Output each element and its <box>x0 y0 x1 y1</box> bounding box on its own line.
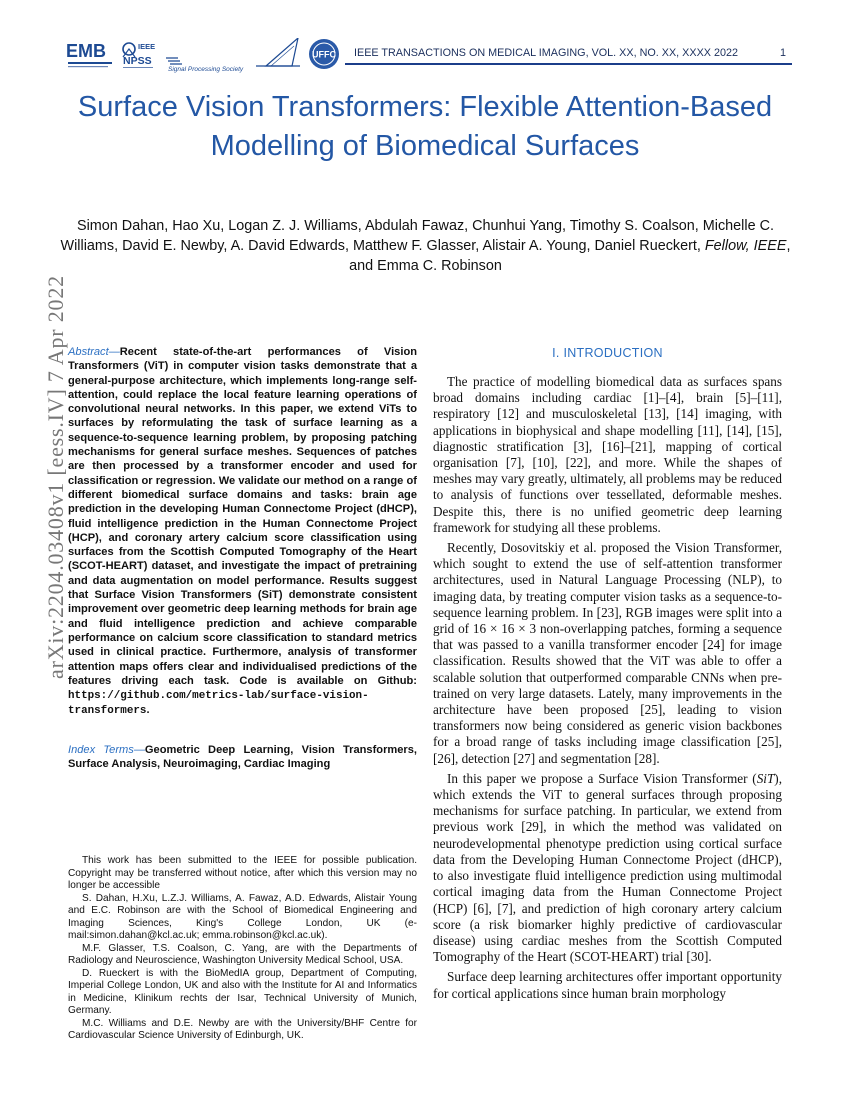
header-divider <box>345 63 792 65</box>
footnote: S. Dahan, H.Xu, L.Z.J. Williams, A. Fawaz, A.D. Edwards, Alistair Young and E.C. Robinson are with the School of Biomedical Engineering and Imaging Sciences, King's College London, UK (e-mail:simon.dahan@kcl.ac.uk; emma.robinson@kcl.ac.uk). <box>68 892 417 941</box>
footnote: This work has been submitted to the IEEE for possible publication. Copyright may be transferred without notice, after which this version may no longer be accessible <box>68 855 417 891</box>
svg-text:Signal Processing Society: Signal Processing Society <box>168 66 244 73</box>
signal-processing-society-logo <box>166 58 244 73</box>
index-terms-label: Index Terms <box>68 744 134 756</box>
abstract-text: Recent state-of-the-art performances of Vision Transformers (ViT) in computer vision tasks demonstrate that a general-purpose architecture, which implements long-range self-attention, could replace the local feature learning operations of convolutional neural networks. In this paper, we extend ViTs to surfaces by reformulating the task of surface learning as a sequence-to-sequence learning problem, by proposing patching mechanisms for general surface meshes. Sequences of patches are then processed by a transformer encoder and used for classification or regression. We validate our method on a range of different biomedical surface domains and tasks: brain age prediction in the developing Human Connectome Project (dHCP), fluid intelligence prediction in the Human Connectome Project (HCP), and coronary artery calcium score classification using surfaces from the Scottish Computed Tomography of the Heart (SCOT-HEART) dataset, and investigate the impact of pretraining and data augmentation on model performance. Results suggest that Surface Vision Transformers (SiT) demonstrate consistent improvement over geometric deep learning methods for brain age and fluid intelligence prediction and achieve comparable performance on calcium score classification to standard metrics used in clinical practice. Furthermore, analysis of transformer attention maps offers clear and individualised predictions of the features driving each task. Code is available on Github: <box>68 346 417 687</box>
sailboat-emblem <box>256 38 300 66</box>
arxiv-watermark <box>18 275 68 679</box>
svg-text:NPSS: NPSS <box>123 55 152 67</box>
publisher-logos <box>66 38 340 74</box>
paper-title: Surface Vision Transformers: Flexible Attention-Based Modelling of Biomedical Surfaces <box>77 91 773 162</box>
fellow-ieee: Fellow, IEEE <box>704 238 787 254</box>
index-terms: Index Terms—Geometric Deep Learning, Vision Transformers, Surface Analysis, Neuroimaging, Cardiac Imaging <box>68 744 417 771</box>
abstract-label: Abstract <box>68 346 109 358</box>
svg-text:UFFC: UFFC <box>312 49 336 60</box>
authors-last: , and Emma C. Robinson <box>349 238 791 274</box>
sit-term: SiT <box>756 770 775 786</box>
ieee-npss-logo <box>123 42 155 68</box>
uffc-logo <box>309 39 339 69</box>
author-list <box>58 216 793 276</box>
svg-text:IEEE: IEEE <box>138 42 156 51</box>
footnote: M.F. Glasser, T.S. Coalson, C. Yang, are with the Departments of Radiology and Neuroscience, Washington University Medical School, USA. <box>68 942 417 966</box>
footnote: M.C. Williams and D.E. Newby are with the University/BHF Centre for Cardiovascular Science University of Edinburgh, UK. <box>68 1017 417 1041</box>
svg-text:EMB: EMB <box>66 41 106 61</box>
paragraph: The practice of modelling biomedical data as surfaces spans broad domains including cardiac [1]–[4], brain [5]–[11], respiratory [12] and musculoskeletal [13], [14] imaging, with applications in biophysical and shape modelling [11], [14], [15], diagnostic stratification [3], [16]–[21], mapping of cortical organisation [7], [10], [22], and more. While the shapes of meshes may vary greatly, ultimately, all problems may be reduced to analysis of functions over tessellated, deformable meshes. Despite this, there is no unified geometric deep learning framework for studying all these problems. <box>433 374 782 535</box>
authors-main: Simon Dahan, Hao Xu, Logan Z. J. Williams, Abdulah Fawaz, Chunhui Yang, Timothy S. Coalson, Michelle C. Williams, David E. Newby, A. David Edwards, Matthew F. Glasser, Alistair A. Young, Daniel Rueckert, <box>60 218 774 254</box>
paragraph: Recently, Dosovitskiy et al. proposed the Vision Transformer, which sought to extend the use of self-attention transformer architectures, used in Natural Language Processing (NLP), to imaging data, by treating computer vision tasks as a sequence-to-sequence learning problem. In [23], RGB images were split into a grid of 16 × 16 × 3 non-overlapping patches, forming a sequence that was passed to a vanilla transformer encoder [24] for image classification. Results showed that the ViT was able to offer a scalable solution that outperformed comparable CNNs when pre-trained on very large datasets. Lately, many improvements in the architecture have been proposed [25], leading to vision transformers now being considered as generic vision backbones for a broad range of tasks including image classification [25], [26], detection [27] and segmentation [28]. <box>433 540 782 766</box>
page-number: 1 <box>780 47 787 59</box>
footnotes <box>68 855 417 1043</box>
index-terms-text: Geometric Deep Learning, Vision Transformers, Surface Analysis, Neuroimaging, Cardiac Imaging <box>68 744 417 771</box>
abstract: Abstract—Recent state-of-the-art performances of Vision Transformers (ViT) in computer vision tasks demonstrate that a general-purpose architecture, which implements long-range self-attention, could replace the local feature learning operations of convolutional neural networks. In this paper, we extend ViTs to surfaces by reformulating the task of surface learning as a sequence-to-sequence learning problem, by proposing patching mechanisms for general surface meshes. Sequences of patches are then processed by a transformer encoder and used for classification or regression. We validate our method on a range of different biomedical surface domains and tasks: brain age prediction in the developing Human Connectome Project (dHCP), fluid intelligence prediction in the Human Connectome Project (HCP), and coronary artery calcium score classification using surfaces from the Scottish Computed Tomography of the Heart (SCOT-HEART) dataset, and investigate the impact of pretraining and data augmentation on model performance. Results suggest that Surface Vision Transformers (SiT) demonstrate consistent improvement over geometric deep learning methods for brain age and fluid intelligence prediction and achieve comparable performance on calcium score classification to standard metrics used in clinical practice. Furthermore, analysis of transformer attention maps offers clear and individualised predictions of the features driving each task. Code is available on Github: https://github.com/metrics-lab/surface-vision-transformers. <box>68 346 417 718</box>
github-link[interactable]: https://github.com/metrics-lab/surface-vision-transformers <box>68 690 369 718</box>
journal-header: IEEE TRANSACTIONS ON MEDICAL IMAGING, VOL. XX, NO. XX, XXXX 2022 <box>354 47 738 59</box>
section-heading: I. INTRODUCTION <box>552 346 663 360</box>
paragraph: In this paper we propose a Surface Vision Transformer (SiT), which extends the ViT to general surfaces through proposing mechanisms for surface patching. In particular, we extend from previous work [29], in which the method was validated on neurodevelopmental phenotype prediction using cortical surface data from the Developing Human Connectome Project (dHCP), to also investigate fluid intelligence prediction using multimodal cortical imaging data from the Human Connectome Project (HCP) [6], [7], and prediction of high coronary artery calcium score (a risk biomarker highly predictive of cardiovascular disease) using cardiac meshes from the Scottish Computed Tomography of the Heart (SCOT-HEART) trial [30]. <box>433 770 782 965</box>
emb-logo <box>66 41 112 67</box>
arxiv-id: arXiv:2204.03408v1 [eess.IV] 7 Apr 2022 <box>43 275 68 679</box>
footnote: D. Rueckert is with the BioMedIA group, Department of Computing, Imperial College London, UK and also with the Institute for AI and Informatics in Medicine, Klinikum rechts der Isar, Technical University of Munich, Germany. <box>68 967 417 1016</box>
paragraph: Surface deep learning architectures offer important opportunity for cortical applications since human brain morphology <box>433 969 782 1001</box>
introduction-body <box>433 374 782 1002</box>
